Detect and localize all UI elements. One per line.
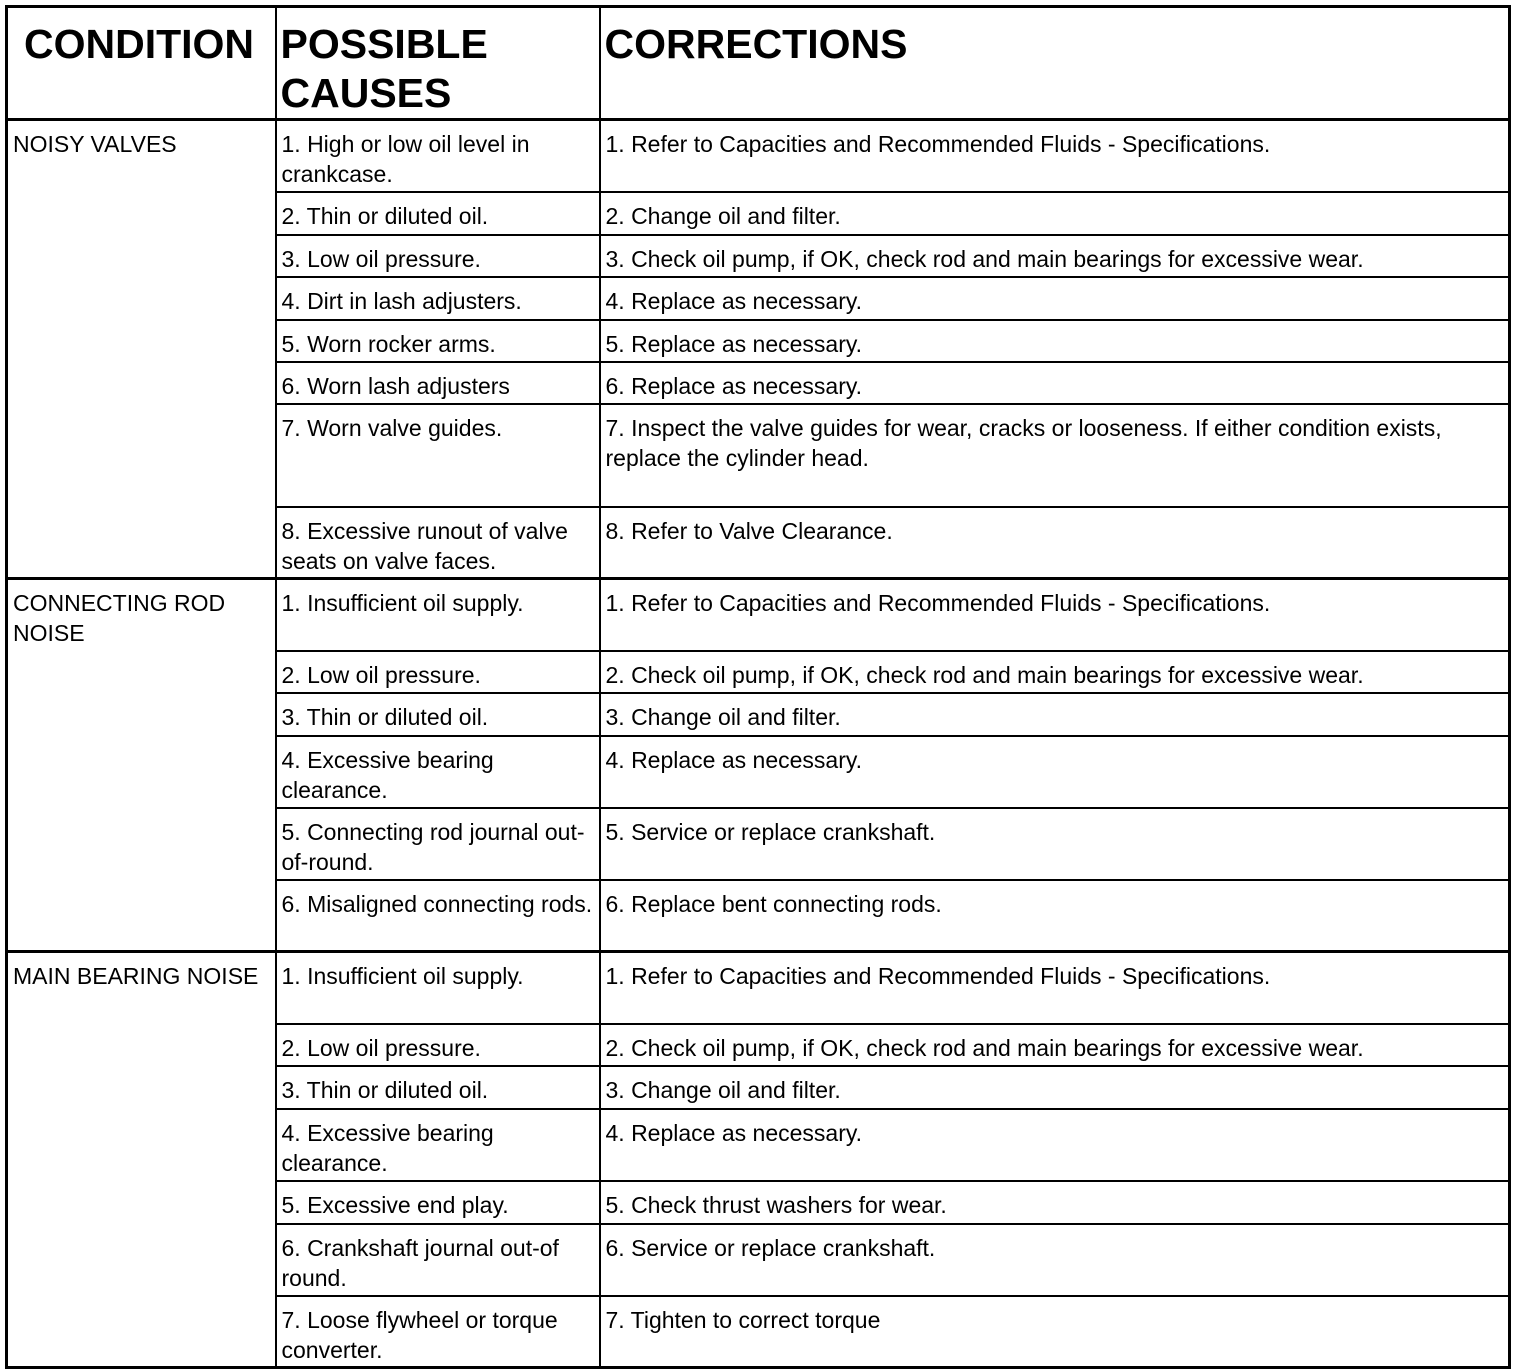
correction-cell: 4. Replace as necessary. [600, 736, 1510, 808]
header-row [7, 7, 1510, 120]
header-causes-line2: CAUSES [280, 70, 452, 116]
cause-cell: 1. Insufficient oil supply. [276, 579, 600, 651]
correction-cell: 4. Replace as necessary. [600, 277, 1510, 320]
correction-cell: 6. Service or replace crankshaft. [600, 1224, 1510, 1296]
cause-cell: 8. Excessive runout of valve seats on valve faces. [276, 507, 600, 579]
cause-cell: 7. Worn valve guides. [276, 404, 600, 507]
cause-cell: 2. Low oil pressure. [276, 1024, 600, 1066]
correction-cell: 5. Service or replace crankshaft. [600, 808, 1510, 880]
cause-cell: 5. Connecting rod journal out-of-round. [276, 808, 600, 880]
cause-cell: 2. Low oil pressure. [276, 651, 600, 693]
cause-cell: 4. Excessive bearing clearance. [276, 1109, 600, 1181]
cause-cell: 6. Misaligned connecting rods. [276, 880, 600, 952]
correction-cell: 5. Replace as necessary. [600, 320, 1510, 362]
correction-cell: 7. Inspect the valve guides for wear, cracks or looseness. If either condition exists, replace the cylinder head. [600, 404, 1510, 507]
cause-cell: 3. Low oil pressure. [276, 235, 600, 277]
correction-cell: 1. Refer to Capacities and Recommended Fluids - Specifications. [600, 120, 1510, 192]
table-row [7, 952, 1510, 1024]
header-causes-line1: POSSIBLE [280, 21, 488, 67]
correction-cell: 2. Change oil and filter. [600, 192, 1510, 235]
correction-cell: 5. Check thrust washers for wear. [600, 1181, 1510, 1224]
correction-cell: 3. Change oil and filter. [600, 693, 1510, 736]
correction-cell: 6. Replace bent connecting rods. [600, 880, 1510, 952]
diagnosis-table [5, 5, 1511, 1369]
cause-cell: 3. Thin or diluted oil. [276, 693, 600, 736]
header-corrections: CORRECTIONS [600, 7, 1510, 120]
correction-cell: 3. Change oil and filter. [600, 1066, 1510, 1109]
correction-cell: 2. Check oil pump, if OK, check rod and main bearings for excessive wear. [600, 651, 1510, 693]
correction-cell: 1. Refer to Capacities and Recommended Fluids - Specifications. [600, 579, 1510, 651]
correction-cell: 7. Tighten to correct torque [600, 1296, 1510, 1368]
cause-cell: 6. Crankshaft journal out-of round. [276, 1224, 600, 1296]
condition-cell-noisy-valves: NOISY VALVES [7, 120, 276, 579]
cause-cell: 6. Worn lash adjusters [276, 362, 600, 404]
cause-cell: 2. Thin or diluted oil. [276, 192, 600, 235]
cause-cell: 4. Dirt in lash adjusters. [276, 277, 600, 320]
cause-cell: 5. Worn rocker arms. [276, 320, 600, 362]
correction-cell: 1. Refer to Capacities and Recommended Fluids - Specifications. [600, 952, 1510, 1024]
correction-cell: 4. Replace as necessary. [600, 1109, 1510, 1181]
cause-cell: 3. Thin or diluted oil. [276, 1066, 600, 1109]
cause-cell: 1. High or low oil level in crankcase. [276, 120, 600, 192]
table-row [7, 120, 1510, 192]
condition-cell-main-bearing-noise: MAIN BEARING NOISE [7, 952, 276, 1368]
correction-cell: 3. Check oil pump, if OK, check rod and main bearings for excessive wear. [600, 235, 1510, 277]
condition-cell-connecting-rod-noise: CONNECTING ROD NOISE [7, 579, 276, 952]
header-condition: CONDITION [7, 7, 276, 120]
cause-cell: 5. Excessive end play. [276, 1181, 600, 1224]
correction-cell: 2. Check oil pump, if OK, check rod and main bearings for excessive wear. [600, 1024, 1510, 1066]
cause-cell: 7. Loose flywheel or torque converter. [276, 1296, 600, 1368]
cause-cell: 1. Insufficient oil supply. [276, 952, 600, 1024]
header-possible-causes [276, 7, 600, 120]
table-row [7, 579, 1510, 651]
cause-cell: 4. Excessive bearing clearance. [276, 736, 600, 808]
correction-cell: 6. Replace as necessary. [600, 362, 1510, 404]
correction-cell: 8. Refer to Valve Clearance. [600, 507, 1510, 579]
